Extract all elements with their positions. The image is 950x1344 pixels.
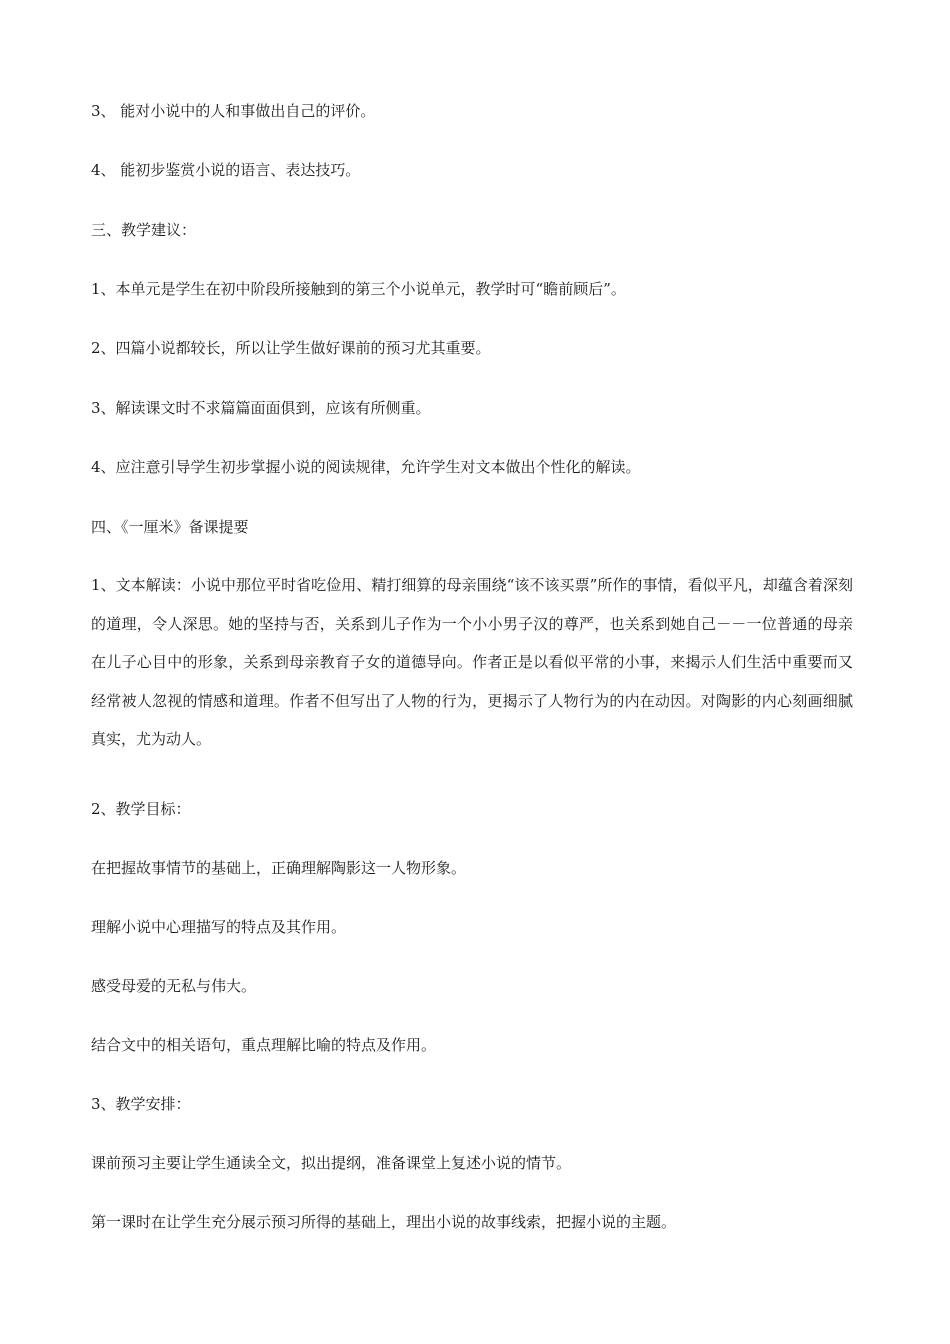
objective-item: 感受母爱的无私与伟大。 <box>91 977 257 995</box>
objective-item: 在把握故事情节的基础上，正确理解陶影这一人物形象。 <box>91 859 467 877</box>
item-line: 1、本单元是学生在初中阶段所接触到的第三个小说单元，教学时可“瞻前顾后”。 <box>91 280 626 298</box>
arrangement-item: 第一课时在让学生充分展示预习所得的基础上，理出小说的故事线索，把握小说的主题。 <box>91 1213 677 1231</box>
item-line: 4、 能初步鉴赏小说的语言、表达技巧。 <box>91 161 361 179</box>
item-line: 2、四篇小说都较长，所以让学生做好课前的预习尤其重要。 <box>91 339 491 357</box>
arrangement-heading: 3、教学安排： <box>91 1095 191 1113</box>
item-line: 3、 能对小说中的人和事做出自己的评价。 <box>91 102 376 120</box>
objective-item: 理解小说中心理描写的特点及其作用。 <box>91 918 347 936</box>
text-analysis-paragraph: 1、文本解读：小说中那位平时省吃俭用、精打细算的母亲围绕“该不该买票”所作的事情，看似平凡，却蕴含着深刻的道理，令人深思。她的坚持与否，关系到儿子作为一个小小男子汉的尊严，也关系到她自己－－一位普通的母亲在儿子心目中的形象，关系到母亲教育子女的道德导向。作者正是以看似平常的小事，来揭示人们生活中重要而又经常被人忽视的情感和道理。作者不但写出了人物的行为，更揭示了人物行为的内在动因。对陶影的内心刻画细腻真实，尤为动人。 <box>91 576 853 748</box>
objective-item: 结合文中的相关语句，重点理解比喻的特点及作用。 <box>91 1036 437 1054</box>
arrangement-item: 课前预习主要让学生通读全文，拟出提纲，准备课堂上复述小说的情节。 <box>91 1154 572 1172</box>
section-heading-teaching-suggestions: 三、教学建议： <box>91 221 197 239</box>
item-line: 3、解读课文时不求篇篇面面俱到，应该有所侧重。 <box>91 399 431 417</box>
item-line: 4、应注意引导学生初步掌握小说的阅读规律，允许学生对文本做出个性化的解读。 <box>91 458 641 476</box>
section-heading-lesson-notes: 四、《一厘米》备课提要 <box>91 518 249 536</box>
objectives-heading: 2、教学目标： <box>91 800 191 818</box>
